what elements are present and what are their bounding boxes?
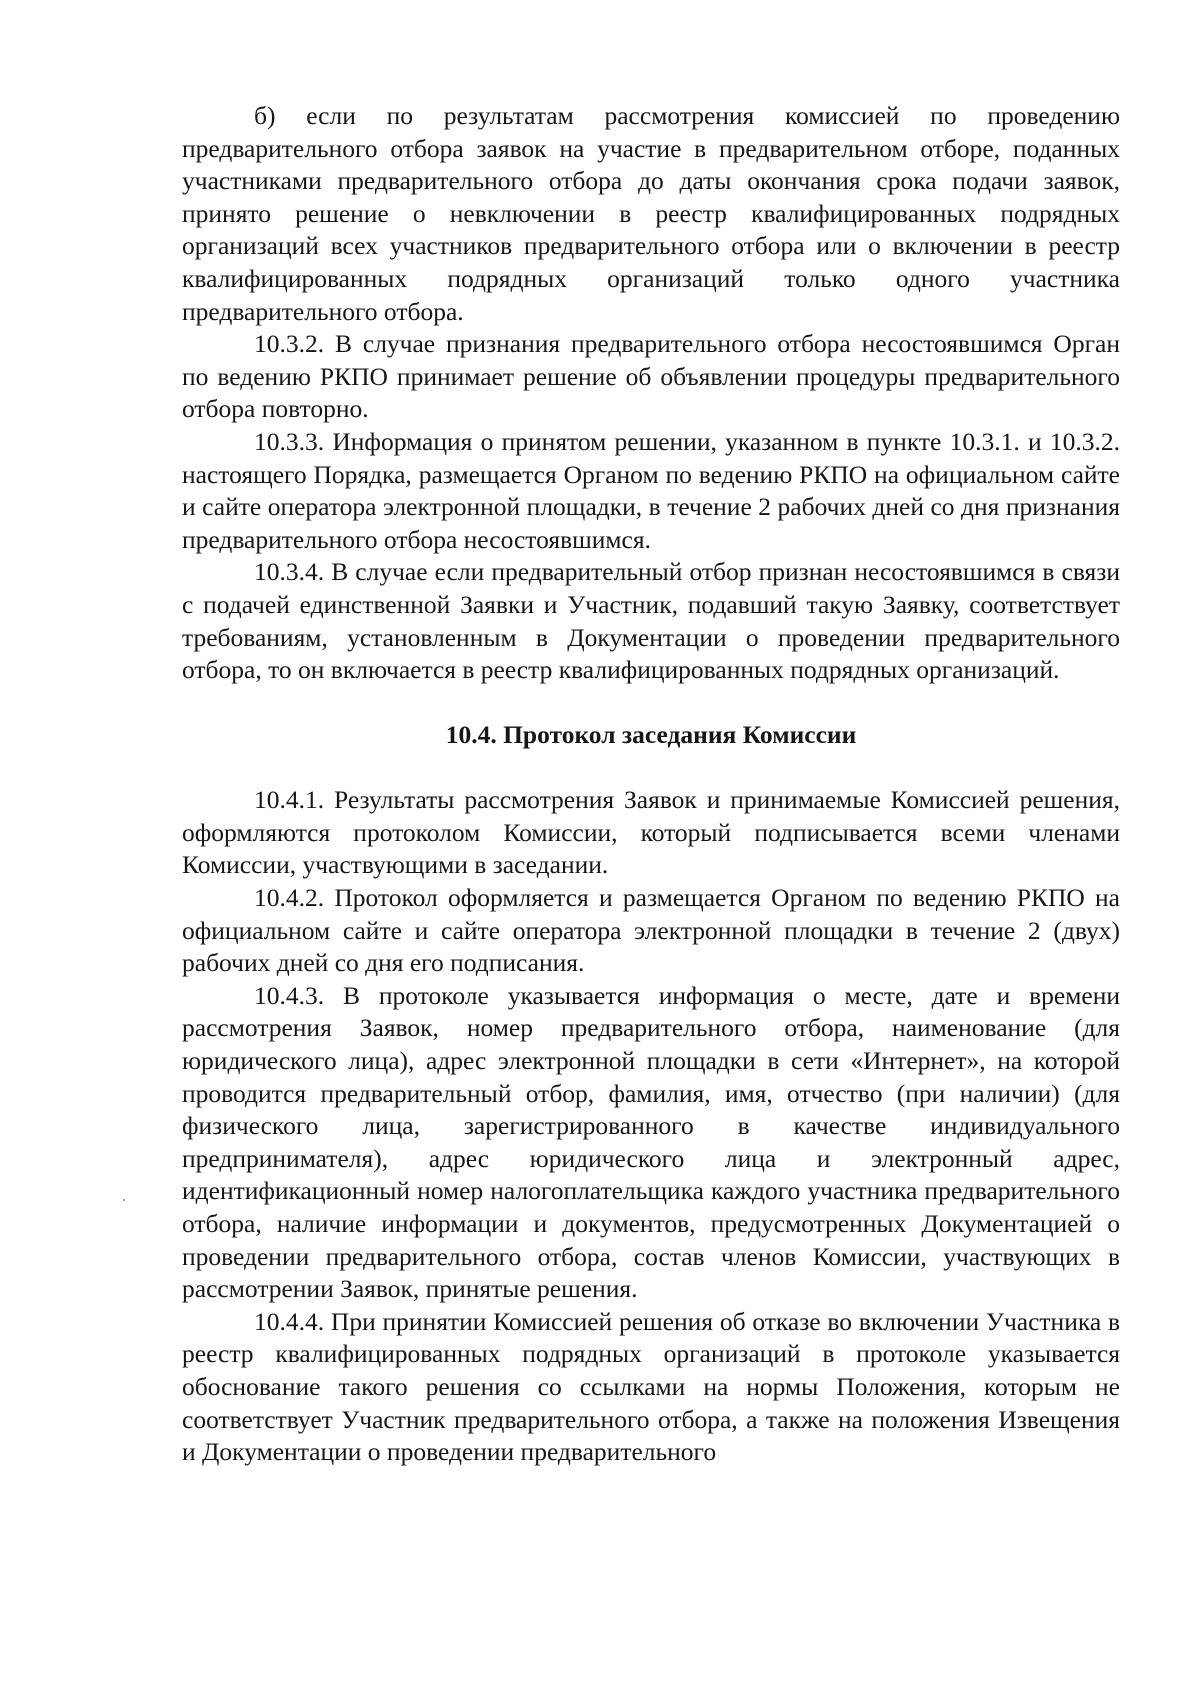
paragraph-10-4-2: 10.4.2. Протокол оформляется и размещается Органом по ведению РКПО на официальном сайте и сайте оператора электронной площадки в течение 2 (двух) рабочих дней со дня его подписания.	[182, 883, 1120, 978]
paragraph-10-4-4: 10.4.4. При принятии Комиссией решения об отказе во включении Участника в реестр квалифицированных подрядных организаций в протоколе указывается обоснование такого решения со ссылками на нормы Положения, которым не соответствует Участник предварительного отбора, а также на положения Извещения и Документации о проведении предварительного	[182, 1306, 1120, 1467]
paragraph-10-3-2: 10.3.2. В случае признания предварительного отбора несостоявшимся Орган по ведению РКПО принимает решение об объявлении процедуры предварительного отбора повторно.	[182, 329, 1120, 424]
section-heading: 10.4. Протокол заседания Комиссии	[445, 719, 857, 749]
paragraph-10-3-3: 10.3.3. Информация о принятом решении, указанном в пункте 10.3.1. и 10.3.2. настоящего Порядка, размещается Органом по ведению РКПО на официальном сайте и сайте оператора электронной площадки, в течение 2 рабочих дней со дня признания предварительного отбора несостоявшимся.	[182, 426, 1120, 554]
paragraph-b-failed-selection: б) если по результатам рассмотрения комиссией по проведению предварительного отбора заявок на участие в предварительном отборе, поданных участниками предварительного отбора до даты окончания срока подачи заявок, принято решение о невключении в реестр квалифицированных подрядных организаций всех участников предварительного отбора или о включении в реестр квалифицированных подрядных организаций только одного участника предварительного отбора.	[182, 101, 1120, 326]
document-page	[182, 100, 1120, 1469]
paragraph-10-4-1: 10.4.1. Результаты рассмотрения Заявок и принимаемые Комиссией решения, оформляются протоколом Комиссии, который подписывается всеми членами Комиссии, участвующими в заседании.	[182, 785, 1120, 880]
paragraph-10-3-4: 10.3.4. В случае если предварительный отбор признан несостоявшимся в связи с подачей единственной Заявки и Участник, подавший такую Заявку, соответствует требованиям, установленным в Документации о проведении предварительного отбора, то он включается в реестр квалифицированных подрядных организаций.	[182, 557, 1120, 685]
scan-speck	[123, 1199, 125, 1201]
paragraph-10-4-3: 10.4.3. В протоколе указывается информация о месте, дате и времени рассмотрения Заявок, номер предварительного отбора, наименование (для юридического лица), адрес электронной площадки в сети «Интернет», на которой проводится предварительный отбор, фамилия, имя, отчество (при наличии) (для физического лица, зарегистрированного в качестве индивидуального предпринимателя), адрес юридического лица и электронный адрес, идентификационный номер налогоплательщика каждого участника предварительного отбора, наличие информации и документов, предусмотренных Документацией о проведении предварительного отбора, состав членов Комиссии, участвующих в рассмотрении Заявок, принятые решения.	[182, 980, 1120, 1304]
